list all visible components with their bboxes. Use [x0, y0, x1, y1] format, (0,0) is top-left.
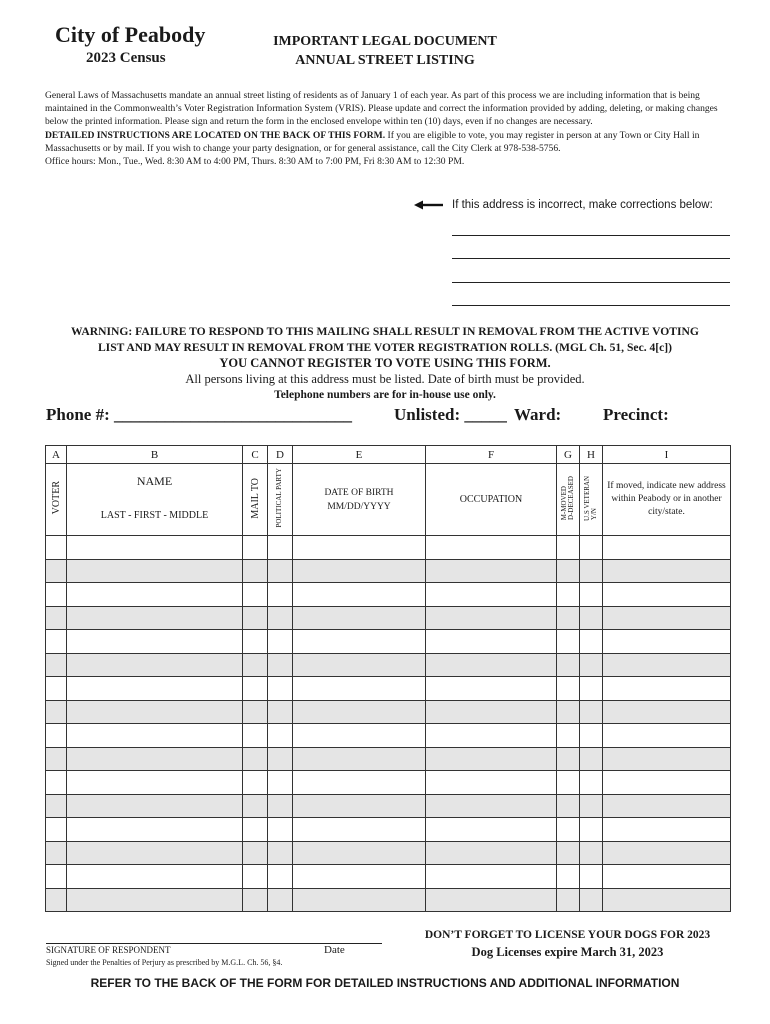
mail-to-label: MAIL TO: [249, 477, 261, 519]
column-letter: F: [426, 446, 557, 464]
table-row[interactable]: [46, 653, 731, 677]
voter-label: VOTER: [50, 481, 62, 515]
moved-address-header: [603, 464, 731, 536]
column-letter: E: [293, 446, 426, 464]
table-row[interactable]: [46, 606, 731, 630]
document-title-line-2: ANNUAL STREET LISTING: [295, 53, 475, 68]
document-title-line-1: IMPORTANT LEGAL DOCUMENT: [273, 34, 497, 49]
column-letter: D: [268, 446, 293, 464]
moved-address-note: If moved, indicate new address within Peabody or in another city/state.: [607, 481, 726, 517]
column-header-row: [46, 464, 731, 536]
warning-text: [40, 324, 730, 355]
correction-line-2[interactable]: [452, 258, 730, 259]
occupation-label: OCCUPATION: [459, 494, 523, 505]
table-row[interactable]: [46, 677, 731, 701]
warning-line-1: WARNING: FAILURE TO RESPOND TO THIS MAILING SHALL RESULT IN REMOVAL FROM THE ACTIVE VOTING: [71, 325, 699, 338]
column-letter: B: [67, 446, 243, 464]
refer-back-notice: REFER TO THE BACK OF THE FORM FOR DETAILED INSTRUCTIONS AND ADDITIONAL INFORMATION: [90, 976, 680, 990]
name-header: [67, 464, 243, 536]
dog-license-reminder: DON’T FORGET TO LICENSE YOUR DOGS FOR 2023: [424, 929, 711, 941]
table-row[interactable]: [46, 583, 731, 607]
name-label: NAME: [136, 474, 173, 488]
voter-header: [46, 464, 67, 536]
column-letter: G: [557, 446, 580, 464]
correction-line-3[interactable]: [452, 282, 730, 283]
intro-paragraph: General Laws of Massachusetts mandate an annual street listing of residents as of January 1 of each year. As part of this process we are including information that is being maintained in the Commonwealth’s Voter Registration Information System (VRIS). Please update and correct the information provided by adding, deleting, or making changes below the printed information. Please sign and return the form in the enclosed envelope within ten (10) days, even if no changes are necessary.: [45, 90, 718, 128]
ward-label: Ward:: [514, 405, 562, 424]
all-persons-notice: All persons living at this address must be listed. Date of birth must be provided.: [185, 372, 585, 386]
table-row[interactable]: [46, 747, 731, 771]
table-row[interactable]: [46, 888, 731, 912]
political-party-header: [268, 464, 293, 536]
veteran-label: U.S VETERAN: [582, 475, 591, 521]
table-row[interactable]: [46, 559, 731, 583]
correction-line-4[interactable]: [452, 305, 730, 306]
office-hours: Office hours: Mon., Tue., Wed. 8:30 AM to 4:00 PM, Thurs. 8:30 AM to 7:00 PM, Fri 8:30 AM to 12:30 PM.: [45, 156, 465, 168]
census-year: 2023 Census: [86, 50, 166, 66]
city-title: City of Peabody: [55, 22, 206, 47]
phone-field[interactable]: Phone #: ____________________________: [46, 405, 352, 424]
dob-format: MM/DD/YYYY: [327, 501, 391, 512]
veteran-yn-label: Y/N: [590, 508, 598, 521]
column-letter: C: [243, 446, 268, 464]
column-letter: I: [603, 446, 731, 464]
column-letter-row: [46, 446, 731, 464]
telephone-notice: Telephone numbers are for in-house use only.: [274, 389, 496, 401]
warning-line-2: LIST AND MAY RESULT IN REMOVAL FROM THE VOTER REGISTRATION ROLLS. (MGL Ch. 51, Sec. 4[c]): [97, 340, 673, 354]
moved-label: M-MOVED: [559, 485, 568, 520]
address-correction-text: If this address is incorrect, make corrections below:: [452, 199, 713, 211]
deceased-label: D-DECEASED: [567, 476, 575, 520]
column-letter: A: [46, 446, 67, 464]
moved-deceased-header: [557, 464, 580, 536]
mail-to-header: [243, 464, 268, 536]
column-letter: H: [580, 446, 603, 464]
dob-label: DATE OF BIRTH: [324, 487, 394, 498]
unlisted-field[interactable]: Unlisted: _____: [394, 405, 507, 424]
intro-text: [45, 89, 735, 168]
dob-header: [293, 464, 426, 536]
document-title: [230, 32, 540, 70]
table-row[interactable]: [46, 724, 731, 748]
cannot-register-notice: YOU CANNOT REGISTER TO VOTE USING THIS FORM.: [219, 356, 551, 370]
table-row[interactable]: [46, 536, 731, 560]
left-arrow-icon: [414, 200, 444, 210]
table-row[interactable]: [46, 630, 731, 654]
resident-listing-table: [45, 445, 731, 912]
correction-line-1[interactable]: [452, 235, 730, 236]
table-row[interactable]: [46, 771, 731, 795]
table-row[interactable]: [46, 841, 731, 865]
signature-label: SIGNATURE OF RESPONDENT: [46, 945, 171, 955]
table-row[interactable]: [46, 700, 731, 724]
address-correction: [414, 199, 713, 211]
precinct-label: Precinct:: [603, 405, 669, 424]
dog-license-expiry: Dog Licenses expire March 31, 2023: [471, 945, 664, 959]
date-label: Date: [324, 944, 345, 956]
instructions-rest: If you are eligible to vote, you may register in person at any Town or City Hall in Massachusetts or by mail. If you wish to change your party designation, or for general assistance, call the City Clerk at 978-538-5756.: [45, 129, 700, 154]
political-party-label: POLITICAL PARTY: [275, 468, 284, 528]
instructions-paragraph: [45, 129, 735, 155]
table-row[interactable]: [46, 818, 731, 842]
name-sublabel: LAST - FIRST - MIDDLE: [100, 510, 209, 521]
occupation-header: [426, 464, 557, 536]
table-row[interactable]: [46, 865, 731, 889]
instructions-bold: DETAILED INSTRUCTIONS ARE LOCATED ON THE BACK OF THIS FORM.: [45, 129, 386, 141]
veteran-header: [580, 464, 603, 536]
table-row[interactable]: [46, 794, 731, 818]
perjury-note: Signed under the Penalties of Perjury as prescribed by M.G.L. Ch. 56, §4.: [46, 958, 283, 967]
